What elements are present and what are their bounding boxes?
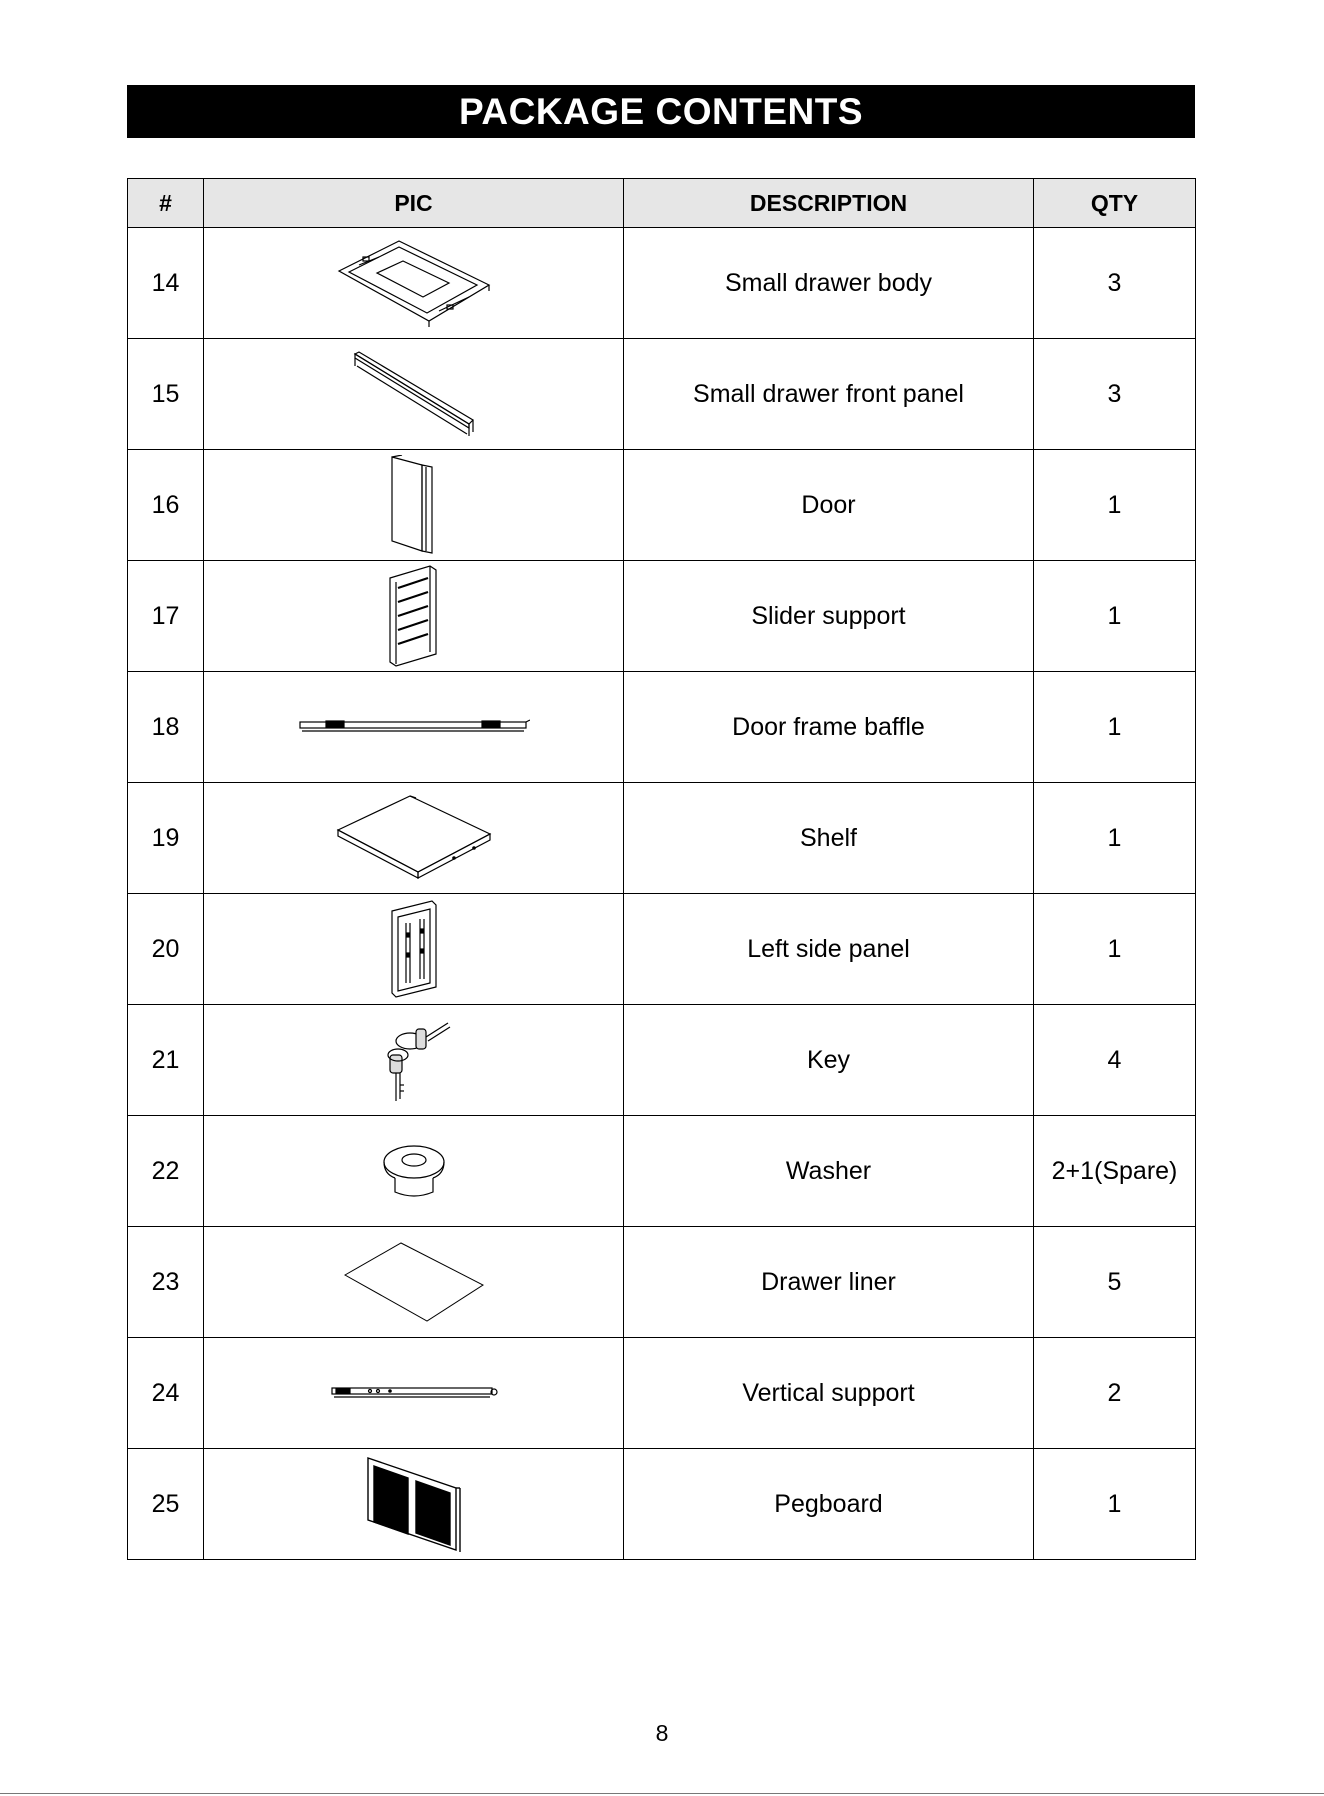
door-icon xyxy=(388,455,440,555)
table-row xyxy=(128,1116,1196,1227)
drawer-body-icon xyxy=(329,235,499,331)
part-description: Key xyxy=(624,1005,1034,1116)
part-picture xyxy=(204,1449,624,1560)
part-picture xyxy=(204,1116,624,1227)
table-row xyxy=(128,894,1196,1005)
part-qty: 3 xyxy=(1034,228,1196,339)
table-row xyxy=(128,1338,1196,1449)
package-contents-table xyxy=(127,178,1196,1560)
table-row xyxy=(128,450,1196,561)
header-number: # xyxy=(128,179,204,228)
part-picture xyxy=(204,1338,624,1449)
part-qty: 1 xyxy=(1034,783,1196,894)
part-description: Shelf xyxy=(624,783,1034,894)
pegboard-icon xyxy=(364,1454,464,1554)
part-qty: 1 xyxy=(1034,450,1196,561)
part-number: 20 xyxy=(128,894,204,1005)
part-picture xyxy=(204,228,624,339)
left-side-panel-icon xyxy=(388,899,440,999)
part-description: Left side panel xyxy=(624,894,1034,1005)
part-picture xyxy=(204,561,624,672)
header-description: DESCRIPTION xyxy=(624,179,1034,228)
part-qty: 1 xyxy=(1034,894,1196,1005)
part-qty: 4 xyxy=(1034,1005,1196,1116)
part-description: Small drawer front panel xyxy=(624,339,1034,450)
part-number: 18 xyxy=(128,672,204,783)
part-number: 16 xyxy=(128,450,204,561)
part-qty: 2+1(Spare) xyxy=(1034,1116,1196,1227)
page-number: 8 xyxy=(655,1720,669,1746)
table-row xyxy=(128,561,1196,672)
part-description: Drawer liner xyxy=(624,1227,1034,1338)
part-picture xyxy=(204,894,624,1005)
part-number: 15 xyxy=(128,339,204,450)
part-qty: 1 xyxy=(1034,561,1196,672)
part-picture xyxy=(204,450,624,561)
part-qty: 1 xyxy=(1034,672,1196,783)
door-frame-baffle-icon xyxy=(298,717,530,737)
part-description: Vertical support xyxy=(624,1338,1034,1449)
header-qty: QTY xyxy=(1034,179,1196,228)
part-number: 14 xyxy=(128,228,204,339)
key-icon xyxy=(376,1015,452,1105)
table-row xyxy=(128,783,1196,894)
part-number: 21 xyxy=(128,1005,204,1116)
drawer-liner-icon xyxy=(341,1239,487,1325)
table-header-row xyxy=(128,179,1196,228)
table-row xyxy=(128,672,1196,783)
part-picture xyxy=(204,1227,624,1338)
table-row xyxy=(128,1227,1196,1338)
part-number: 22 xyxy=(128,1116,204,1227)
part-description: Pegboard xyxy=(624,1449,1034,1560)
shelf-icon xyxy=(334,792,494,884)
part-picture xyxy=(204,339,624,450)
vertical-support-icon xyxy=(330,1384,498,1402)
washer-icon xyxy=(381,1140,447,1202)
part-description: Washer xyxy=(624,1116,1034,1227)
part-description: Small drawer body xyxy=(624,228,1034,339)
part-number: 23 xyxy=(128,1227,204,1338)
part-description: Door frame baffle xyxy=(624,672,1034,783)
table-row xyxy=(128,1005,1196,1116)
part-picture xyxy=(204,1005,624,1116)
part-description: Slider support xyxy=(624,561,1034,672)
table-row xyxy=(128,1449,1196,1560)
part-number: 19 xyxy=(128,783,204,894)
part-qty: 5 xyxy=(1034,1227,1196,1338)
table-row xyxy=(128,228,1196,339)
part-number: 24 xyxy=(128,1338,204,1449)
part-number: 25 xyxy=(128,1449,204,1560)
part-qty: 3 xyxy=(1034,339,1196,450)
page-title: PACKAGE CONTENTS xyxy=(127,85,1195,138)
drawer-front-panel-icon xyxy=(349,348,479,440)
header-pic: PIC xyxy=(204,179,624,228)
part-qty: 1 xyxy=(1034,1449,1196,1560)
part-picture xyxy=(204,783,624,894)
part-picture xyxy=(204,672,624,783)
part-qty: 2 xyxy=(1034,1338,1196,1449)
part-number: 17 xyxy=(128,561,204,672)
bottom-divider xyxy=(0,1793,1324,1794)
table-row xyxy=(128,339,1196,450)
part-description: Door xyxy=(624,450,1034,561)
slider-support-icon xyxy=(386,564,442,668)
